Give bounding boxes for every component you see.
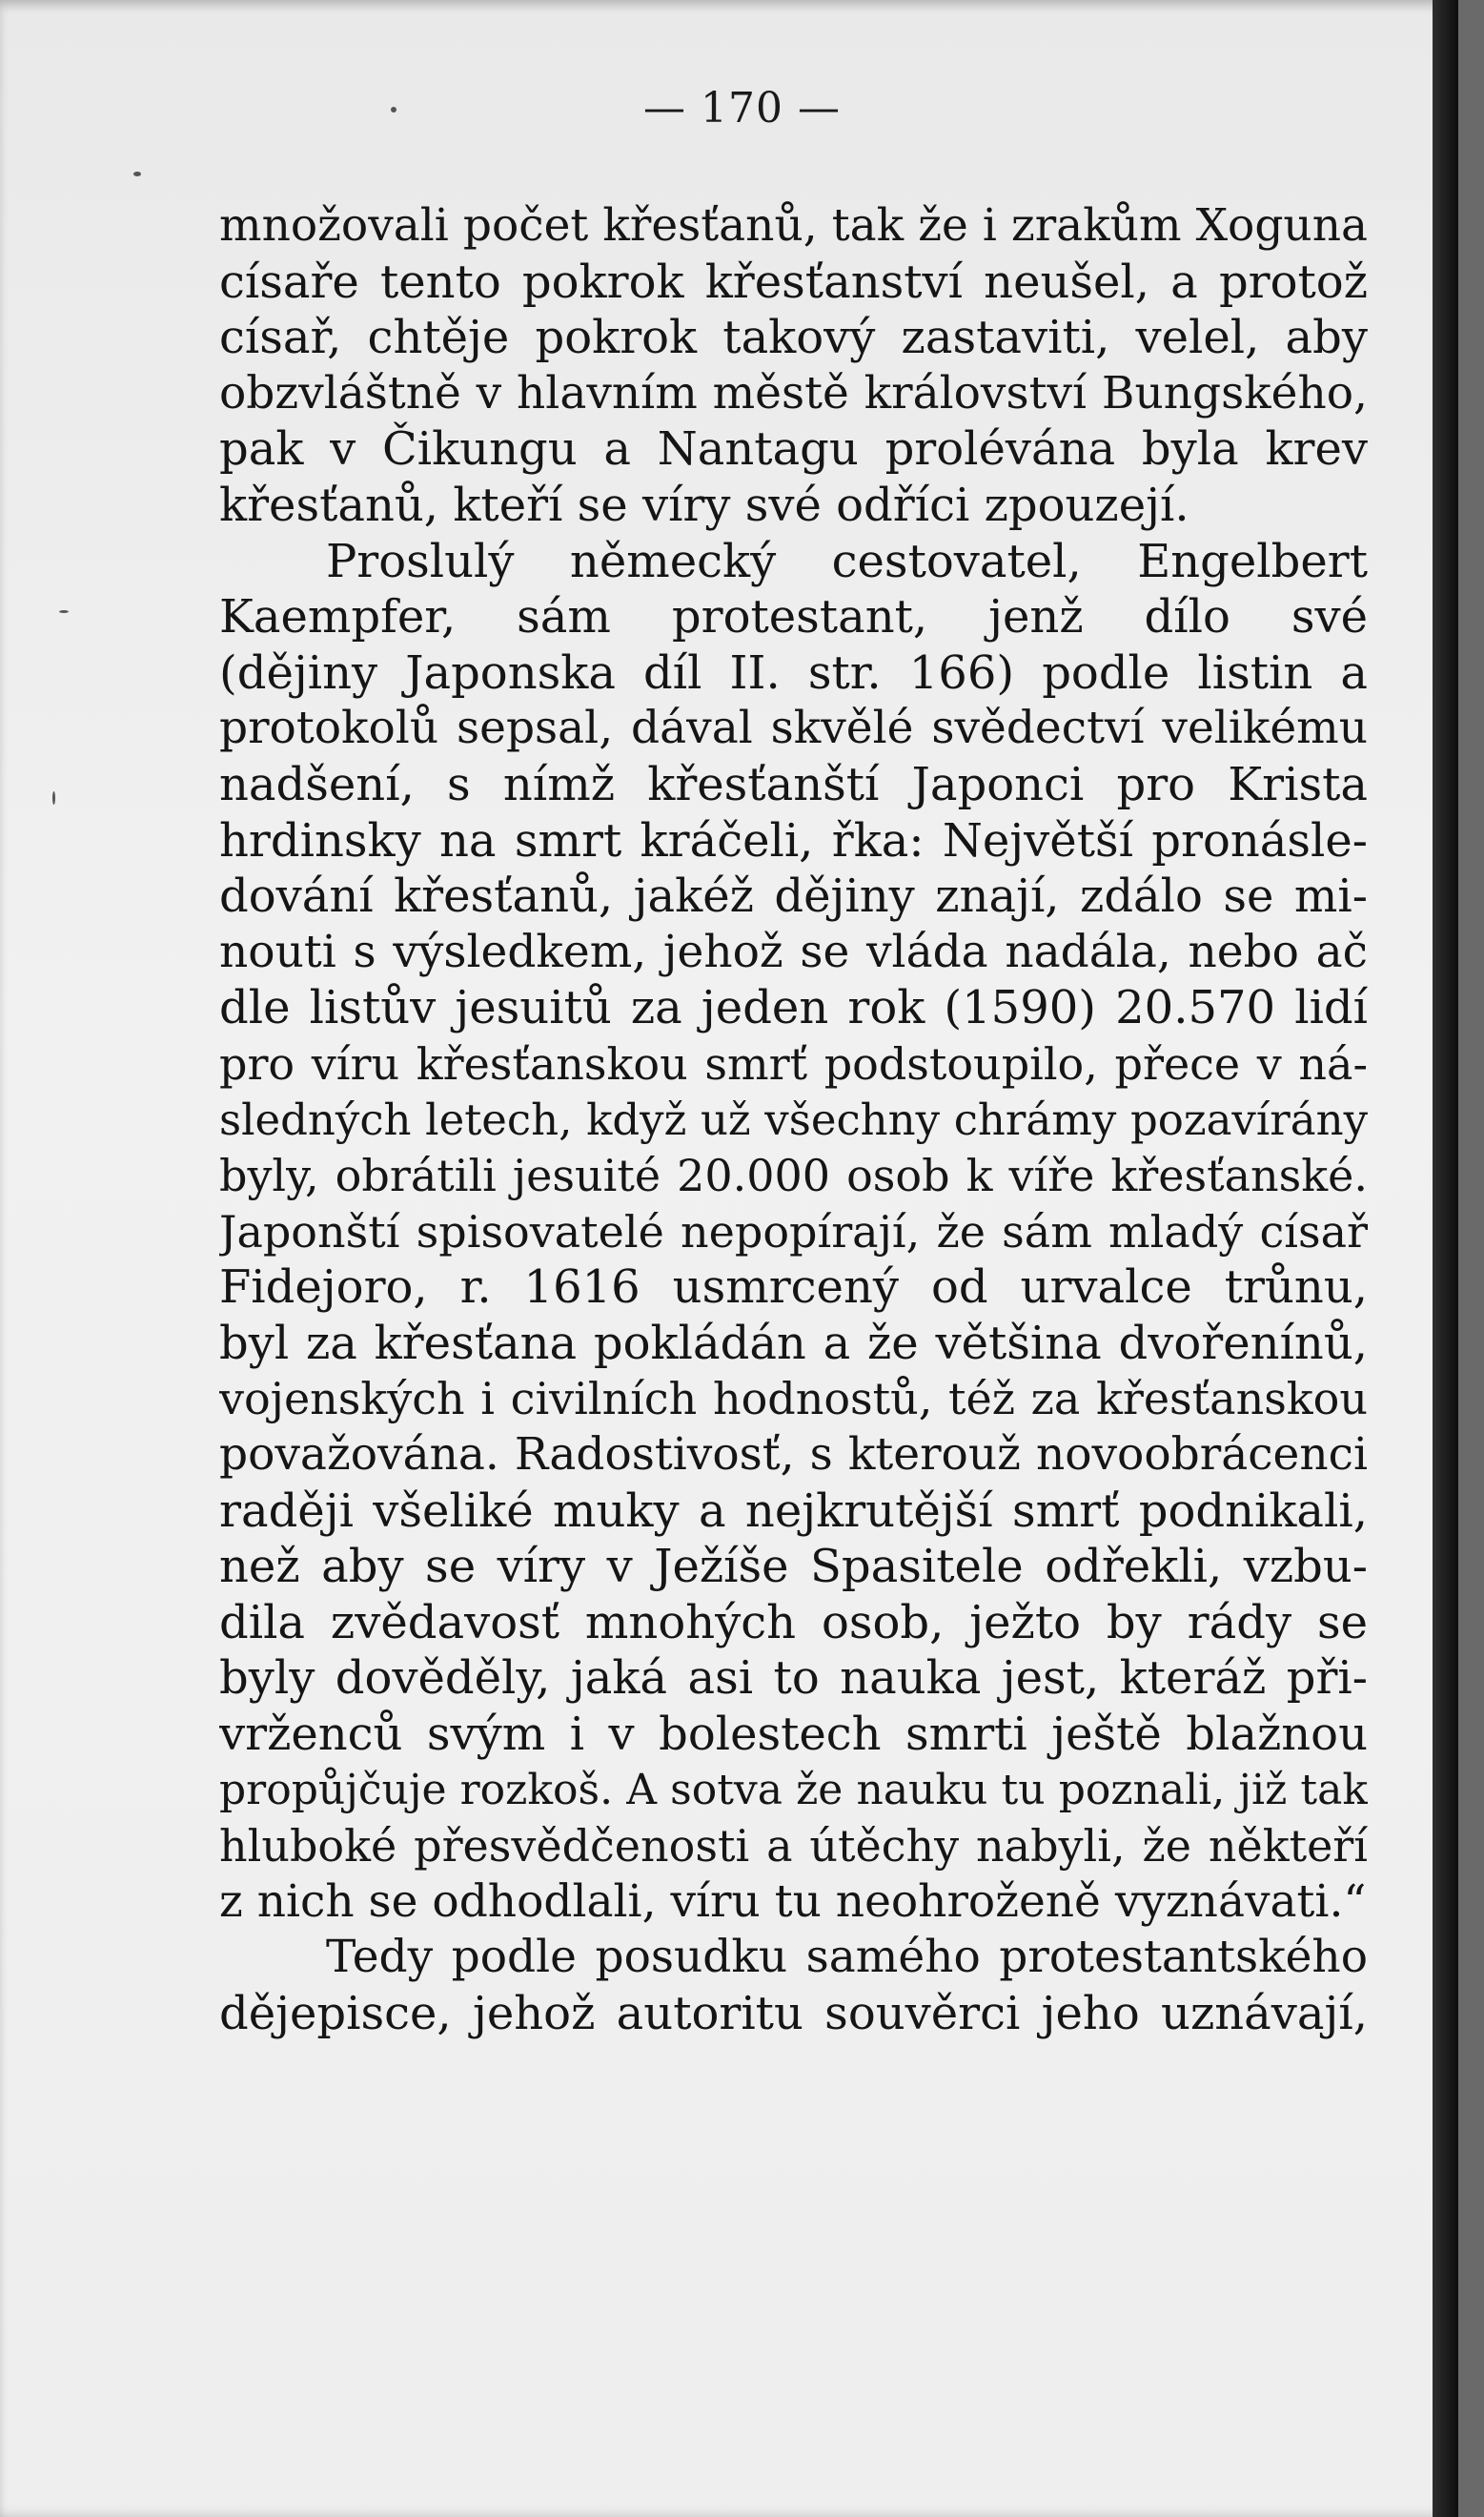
- text-line: byly, obrátili jesuité 20.000 osob k víře křesťanské.: [219, 1150, 1368, 1202]
- text-line: z nich se odhodlali, víru tu neohroženě vyznávati.“: [219, 1874, 1367, 1928]
- text-line: křesťanů, kteří se víry své odříci zpouzejí.: [219, 478, 1189, 532]
- text-line: považována. Radostivosť, s kterouž novoobrácenci: [219, 1428, 1368, 1482]
- text-line: hrdinsky na smrt kráčeli, řka: Největší pronásle-: [219, 813, 1368, 868]
- text-line: raději všeliké muky a nejkrutější smrť podnikali,: [219, 1484, 1368, 1538]
- text-line: dle listův jesuitů za jeden rok (1590) 20.570 lidí: [219, 981, 1368, 1035]
- text-line: sledných letech, když už všechny chrámy pozavírány: [219, 1094, 1368, 1145]
- text-line: byly dověděly, jaká asi to nauka jest, kteráž při-: [219, 1651, 1368, 1706]
- text-line: obzvláštně v hlavním městě království Bungského,: [219, 366, 1368, 420]
- text-line: protokolů sepsal, dával skvělé svědectví velikému: [219, 702, 1368, 755]
- text-line: množovali počet křesťanů, tak že i zrakům Xoguna: [219, 199, 1368, 252]
- text-line: hluboké přesvědčenosti a útěchy nabyli, že někteří: [219, 1820, 1368, 1872]
- body-text: [219, 198, 1368, 2042]
- paragraph-start-line: Tedy podle posudku samého protestantského: [326, 1931, 1368, 1984]
- page-number: — 170 —: [643, 84, 841, 133]
- paper-speck: [59, 610, 69, 613]
- text-line: Japonští spisovatelé nepopírají, že sám mladý císař: [219, 1205, 1368, 1258]
- text-line: pro víru křesťanskou smrť podstoupilo, přece v ná-: [219, 1037, 1368, 1090]
- text-line: Fidejoro, r. 1616 usmrcený od urvalce trůnu,: [219, 1260, 1368, 1315]
- text-line: než aby se víry v Ježíše Spasitele odřekli, vzbu-: [219, 1540, 1368, 1594]
- text-line: císaře tento pokrok křesťanství neušel, a protož: [219, 255, 1368, 309]
- text-line: císař, chtěje pokrok takový zastaviti, velel, aby: [219, 311, 1368, 365]
- text-line: propůjčuje rozkoš. A sotva že nauku tu poznali, již tak: [219, 1765, 1368, 1814]
- text-line: dila zvědavosť mnohých osob, ježto by rády se: [219, 1595, 1368, 1649]
- text-line: (dějiny Japonska díl II. str. 166) podle listin a: [219, 645, 1368, 700]
- text-line: dování křesťanů, jakéž dějiny znají, zdálo se mi-: [219, 870, 1368, 924]
- paper-speck: [52, 791, 55, 805]
- text-line: nouti s výsledkem, jehož se vláda nadála, nebo ač: [219, 925, 1368, 978]
- paragraph-start-line: Proslulý německý cestovatel, Engelbert: [326, 534, 1368, 588]
- book-spine-shadow: [1433, 0, 1458, 2517]
- text-line: vrženců svým i v bolestech smrti ještě blažnou: [219, 1708, 1368, 1762]
- paper-speck: [133, 172, 141, 176]
- text-line: nadšení, s nímž křesťanští Japonci pro Krista: [219, 757, 1368, 811]
- text-line: pak v Čikungu a Nantagu prolévána byla krev: [219, 422, 1368, 477]
- text-line: vojenských i civilních hodnostů, též za křesťanskou: [219, 1373, 1368, 1425]
- text-line: byl za křesťana pokládán a že většina dvořenínů,: [219, 1316, 1368, 1370]
- text-line: dějepisce, jehož autoritu souvěrci jeho uznávají,: [219, 1987, 1368, 2040]
- text-line: Kaempfer, sám protestant, jenž dílo své: [219, 590, 1368, 645]
